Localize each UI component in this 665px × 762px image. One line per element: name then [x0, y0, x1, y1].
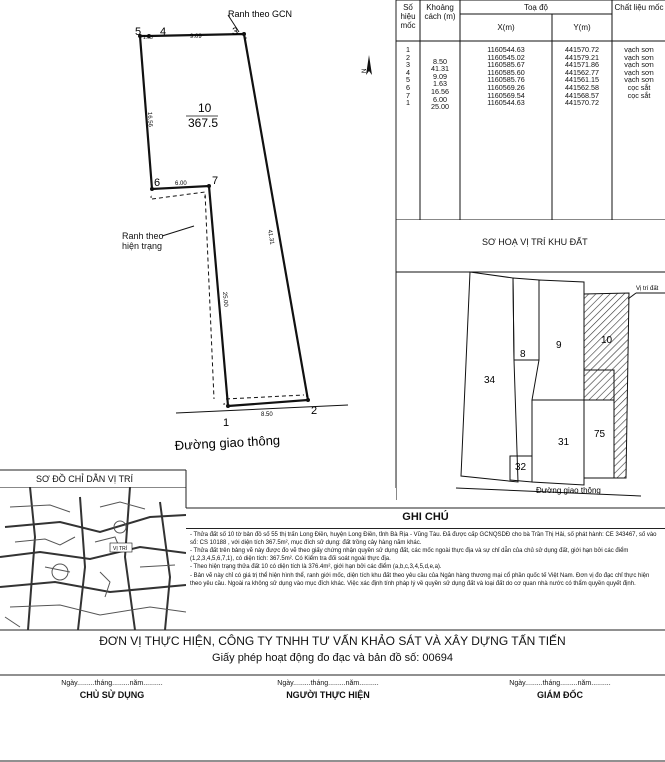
- current-boundary-bottom: [226, 395, 304, 399]
- edge-45: 1.63: [143, 35, 153, 41]
- hdr-so-hieu: Số hiệu mốc: [400, 3, 416, 30]
- signature-surveyor: [238, 680, 418, 700]
- north-label: N: [362, 68, 368, 73]
- point-3: 3: [232, 26, 239, 38]
- table-cell-x: 1160544.63: [487, 45, 525, 54]
- locator-tag: VỊ TRÍ: [113, 546, 128, 552]
- label-current: Ranh theo hiện trạng: [122, 231, 164, 251]
- signature-date: Ngày.........tháng.........năm..........: [277, 680, 379, 687]
- table-cell-mat: vạch sơn: [624, 52, 654, 62]
- table-cell-mat: cọc sắt: [627, 90, 651, 100]
- table-cell-dist: 1.63: [433, 79, 447, 89]
- table-cell-y: 441571.86: [565, 60, 599, 70]
- note-line: - Thửa đất số 10 tờ bản đồ số 55 thị trấn Long Điền, huyện Long Điền, tỉnh Bà Rịa - Vũng Tàu. Đã được cấp GCNQSDĐ cho bà Trần Thị Hải, số phát hành: CE 343467, số vào sổ: CS 10188 , với diện tích 367.5m², mục đích sử dụng: đất trồng cây hàng năm khác.: [190, 532, 657, 546]
- table-cell-id: 6: [406, 83, 410, 92]
- hdr-toa-do: Toạ độ: [523, 3, 549, 12]
- table-cell-id: 3: [406, 60, 410, 70]
- edge-67: 6.00: [175, 181, 187, 187]
- point-6: 6: [154, 177, 161, 189]
- current-boundary-side: [152, 192, 214, 399]
- table-cell-dist: 16.56: [431, 87, 449, 96]
- table-cell-y: 441562.58: [565, 83, 599, 92]
- table-cell-y: 441570.72: [565, 45, 599, 54]
- table-cell-mat: vạch sơn: [624, 45, 654, 54]
- parcel-10: [584, 293, 629, 478]
- sketch-label-9: 9: [556, 340, 562, 351]
- note-line: - Thửa đất trên bảng vẽ này được đo vẽ theo giấy chứng nhận quyền sử dụng đất, các mốc ngoài thực địa và sự chỉ dẫn của chủ sử dụng đất, giới hạn bởi các điểm (1,2,3,4,5,6,7,1), có diện tích: 367.5m². Có Kiểm tra đối soát ngoài thực địa.: [190, 548, 629, 562]
- table-cell-x: 1160585.60: [487, 67, 525, 77]
- signature-director: [470, 680, 650, 700]
- table-cell-id: 4: [406, 67, 410, 77]
- sketch-road: Đường giao thông: [536, 486, 601, 495]
- sketch-label-34: 34: [484, 375, 496, 386]
- plot-drawing: [0, 0, 396, 470]
- table-cell-dist: 25.00: [431, 102, 449, 112]
- label-gcn: Ranh theo GCN: [228, 9, 293, 19]
- table-cell-mat: cọc sắt: [627, 83, 651, 92]
- table-cell-y: 441562.77: [565, 67, 599, 77]
- table-cell-y: 441570.72: [565, 98, 599, 108]
- signature-owner: [22, 680, 202, 700]
- point-5: 5: [135, 26, 142, 38]
- table-cell-x: 1160569.54: [487, 90, 525, 100]
- table-cell-mat: vạch sơn: [624, 75, 654, 85]
- company-name: ĐƠN VỊ THỰC HIỆN, CÔNG TY TNHH TƯ VẤN KHẢO SÁT VÀ XÂY DỰNG TẤN TIẾN: [99, 634, 566, 648]
- letter-d: d: [150, 194, 153, 199]
- edge-12: 8.50: [261, 412, 273, 418]
- edge-34: 9.09: [190, 34, 202, 40]
- edge-56: 16.56: [146, 111, 153, 128]
- letter-c: c: [245, 35, 247, 40]
- note-line: - Theo hiện trạng thửa đất 10 có diện tích là 376.4m², giới hạn bởi các điểm (a,b,c,3,4,5,d,e,a).: [190, 564, 442, 571]
- table-cell-id: 1: [406, 98, 410, 108]
- parcel-area: 367.5: [188, 116, 219, 130]
- table-cell-x: 1160569.26: [487, 83, 525, 92]
- letter-a: a: [223, 401, 226, 406]
- edge-23: 41.31: [266, 229, 275, 246]
- parcel-number: 10: [198, 101, 212, 115]
- note-line: - Bản vẽ này chỉ có giá trị thể hiện hình thể, ranh giới mốc, diện tích khu đất theo yêu cầu của Ngân hàng thương mại cổ phần quốc tế Việt Nam. Đơn vị đo đạc chỉ thực hiện theo yêu cầu. Ngoài ra không sử dụng vào mục đích khác. Việc xác định tính pháp lý về quyền sử dụng đất và loại đất do cơ quan nhà nước có thẩm quyền quyết định.: [190, 572, 650, 587]
- table-cell-x: 1160585.67: [487, 60, 525, 70]
- table-cell-y: 441568.57: [565, 90, 599, 100]
- sketch-label-31: 31: [558, 437, 570, 448]
- signature-date: Ngày.........tháng.........năm..........: [61, 680, 163, 687]
- table-cell-id: 5: [406, 75, 410, 85]
- sketch-label-75: 75: [594, 429, 606, 440]
- sketch-label-8: 8: [520, 349, 526, 360]
- point-2: 2: [311, 405, 318, 417]
- sketch-label-32: 32: [515, 462, 527, 473]
- table-cell-dist: 8.50: [433, 56, 447, 66]
- table-cell-x: 1160585.76: [487, 75, 525, 85]
- point-7: 7: [212, 175, 219, 187]
- sketch-label-10: 10: [601, 335, 613, 346]
- letter-b: b: [306, 393, 309, 398]
- parcel-8: [513, 278, 539, 360]
- table-cell-y: 441579.21: [565, 52, 599, 62]
- sketch-callout: Vị trí đất: [636, 286, 659, 292]
- hdr-khoang-cach: Khoảng cách (m): [424, 3, 456, 21]
- point-4: 4: [160, 26, 167, 38]
- signature-role: NGƯỜI THỰC HIỆN: [286, 690, 370, 700]
- table-cell-y: 441561.15: [565, 75, 599, 85]
- table-cell-x: 1160545.02: [487, 52, 525, 62]
- notes-title: GHI CHÚ: [186, 508, 665, 529]
- table-cell-dist: 6.00: [433, 94, 447, 104]
- table-cell-x: 1160544.63: [487, 98, 525, 108]
- letter-e: e: [204, 194, 207, 199]
- table-cell-id: 1: [406, 45, 410, 54]
- table-cell-mat: vạch sơn: [624, 67, 654, 77]
- coordinate-table: [396, 0, 665, 220]
- signature-role: CHỦ SỬ DỤNG: [79, 690, 145, 700]
- table-cell-id: 2: [406, 52, 410, 62]
- edge-71: 25.00: [221, 291, 229, 308]
- locator-title: SƠ ĐỒ CHỈ DẪN VỊ TRÍ: [36, 474, 134, 484]
- signature-role: GIÁM ĐỐC: [537, 690, 583, 700]
- parcel-boundary: [140, 34, 308, 406]
- hdr-chat-lieu: Chất liệu mốc: [614, 3, 664, 12]
- notes-body: [190, 532, 662, 589]
- table-cell-dist: 41.31: [431, 64, 449, 74]
- signature-date: Ngày.........tháng.........năm..........: [509, 680, 611, 687]
- point-1: 1: [223, 417, 230, 429]
- sketch-title: SƠ HOẠ VỊ TRÍ KHU ĐẤT: [482, 237, 588, 247]
- locator-map: [0, 487, 186, 630]
- sketch-map: [396, 260, 665, 500]
- hdr-x: X(m): [497, 23, 515, 32]
- table-cell-dist: 9.09: [433, 71, 447, 81]
- hdr-y: Y(m): [573, 23, 591, 32]
- table-cell-id: 7: [406, 90, 410, 100]
- road-label: Đường giao thông: [174, 432, 281, 453]
- company-license: Giấy phép hoạt động đo đạc và bản đồ số: 00694: [212, 652, 453, 664]
- table-cell-mat: vạch sơn: [624, 60, 654, 70]
